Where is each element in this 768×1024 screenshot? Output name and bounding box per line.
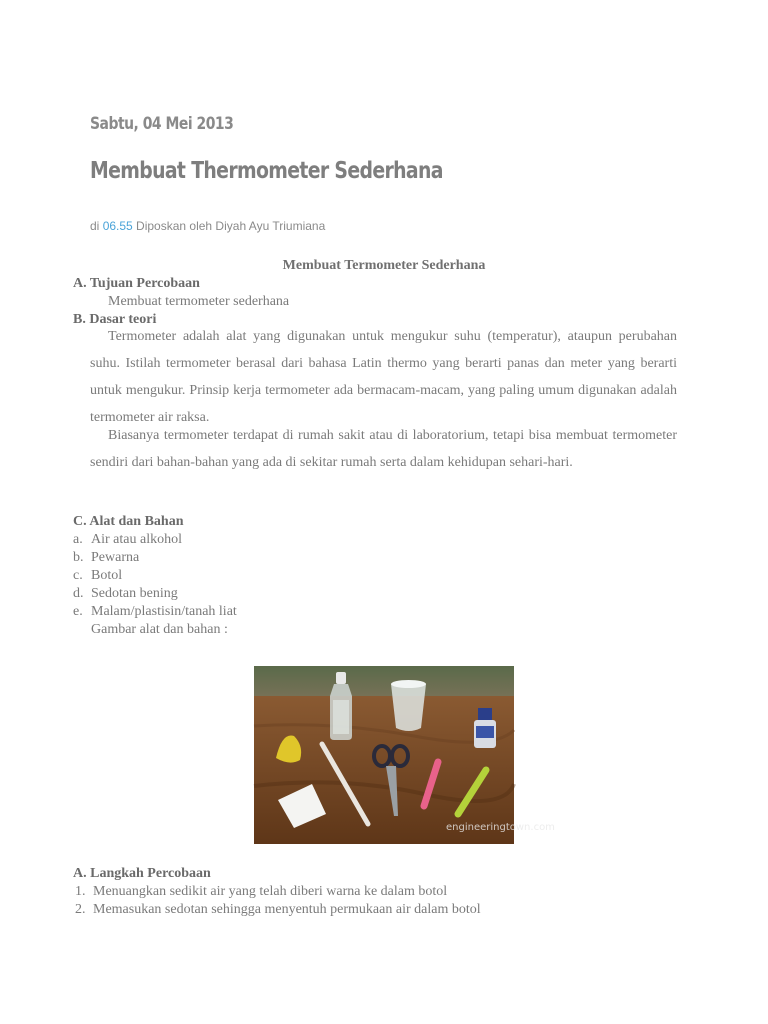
list-marker: 2.	[75, 902, 86, 917]
list-text: Menuangkan sedikit air yang telah diberi warna ke dalam botol	[93, 884, 448, 899]
list-item	[75, 902, 481, 918]
list-item	[73, 550, 139, 566]
list-text: Botol	[91, 568, 123, 583]
dasar-paragraph-2: Biasanya termometer terdapat di rumah sakit atau di laboratorium, tetapi bisa membuat termometer sendiri dari bahan-bahan yang ada di sekitar rumah serta dalam kehidupan sehari-hari.	[90, 428, 677, 470]
document-title: Membuat Termometer Sederhana	[282, 258, 486, 273]
tujuan-text: Membuat termometer sederhana	[108, 294, 290, 309]
list-item	[73, 604, 237, 620]
post-time-link[interactable]: 06.55	[102, 219, 133, 233]
list-marker: c.	[73, 568, 83, 583]
section-alat-heading: C. Alat dan Bahan	[73, 514, 184, 529]
materials-photo	[254, 666, 555, 844]
section-dasar-heading: B. Dasar teori	[73, 312, 157, 327]
list-marker: e.	[73, 604, 83, 619]
post-meta	[90, 219, 325, 233]
gambar-caption: Gambar alat dan bahan :	[91, 622, 228, 637]
list-marker: d.	[73, 586, 84, 601]
meta-prefix: di	[90, 219, 103, 233]
list-item	[73, 568, 122, 584]
section-tujuan-heading: A. Tujuan Percobaan	[73, 276, 200, 291]
list-item	[73, 586, 178, 602]
list-text: Memasukan sedotan sehingga menyentuh permukaan air dalam botol	[93, 902, 481, 917]
glass-object	[391, 680, 426, 731]
dasar-paragraph-1: Termometer adalah alat yang digunakan untuk mengukur suhu (temperatur), ataupun perubahan suhu. Istilah termometer berasal dari bahasa Latin thermo yang berarti panas dan meter yang berarti untuk mengukur. Prinsip kerja termometer ada bermacam-macam, yang paling umum digunakan adalah termometer air raksa.	[90, 329, 677, 425]
photo-watermark: engineeringtown.com	[446, 822, 555, 833]
meta-author: Diposkan oleh Diyah Ayu Triumiana	[132, 219, 326, 233]
list-text: Pewarna	[91, 550, 140, 565]
section-langkah-heading: A. Langkah Percobaan	[73, 866, 211, 881]
post-date: Sabtu, 04 Mei 2013	[90, 114, 234, 134]
list-marker: b.	[73, 550, 84, 565]
list-text: Air atau alkohol	[91, 532, 182, 547]
list-marker: 1.	[75, 884, 86, 899]
list-item	[73, 532, 182, 548]
post-title[interactable]: Membuat Thermometer Sederhana	[90, 158, 443, 184]
list-text: Sedotan bening	[91, 586, 178, 601]
list-item	[75, 884, 447, 900]
list-marker: a.	[73, 532, 83, 547]
list-text: Malam/plastisin/tanah liat	[91, 604, 237, 619]
